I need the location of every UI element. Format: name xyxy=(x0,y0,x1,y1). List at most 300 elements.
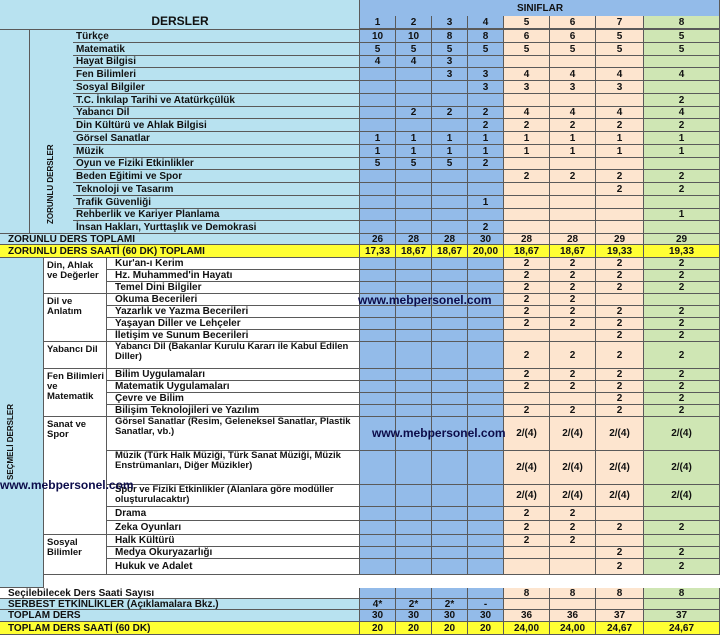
elective-value: 2 xyxy=(550,535,596,547)
elective-value xyxy=(504,330,550,342)
compulsory-value: 10 xyxy=(396,30,432,43)
compulsory-value xyxy=(360,209,396,221)
compulsory-course-name: Din Kültürü ve Ahlak Bilgisi xyxy=(73,119,360,132)
compulsory-value: 4 xyxy=(596,107,644,119)
elective-value: 2 xyxy=(644,559,720,575)
compulsory-value: 6 xyxy=(550,30,596,43)
total-hours-value: 20 xyxy=(360,622,396,635)
elective-value: 2 xyxy=(550,258,596,270)
compulsory-hours-value: 18,67 xyxy=(432,245,468,258)
compulsory-course-name: Sosyal Bilgiler xyxy=(73,81,360,94)
elective-value: 2 xyxy=(550,306,596,318)
elective-value: 2 xyxy=(644,547,720,559)
elective-value xyxy=(504,547,550,559)
total-value: 30 xyxy=(432,610,468,622)
elective-value: 2 xyxy=(504,535,550,547)
elective-value xyxy=(360,318,396,330)
elective-value: 2 xyxy=(644,270,720,282)
compulsory-value: 5 xyxy=(468,43,504,56)
elective-value xyxy=(550,393,596,405)
total-value: 36 xyxy=(550,610,596,622)
elective-value: 2 xyxy=(504,282,550,294)
compulsory-value: 1 xyxy=(596,145,644,158)
elective-value xyxy=(468,342,504,369)
elective-count-value: 8 xyxy=(644,588,720,599)
elective-value xyxy=(468,559,504,575)
compulsory-value xyxy=(644,158,720,170)
compulsory-value: 5 xyxy=(504,43,550,56)
compulsory-value xyxy=(504,221,550,234)
elective-value: 2/(4) xyxy=(644,451,720,485)
compulsory-value: 4 xyxy=(504,68,550,81)
compulsory-value xyxy=(396,68,432,81)
elective-value: 2 xyxy=(644,282,720,294)
elective-value xyxy=(644,535,720,547)
elective-value xyxy=(396,405,432,417)
compulsory-value: 1 xyxy=(468,132,504,145)
elective-value xyxy=(432,318,468,330)
compulsory-value: 3 xyxy=(432,68,468,81)
total-hours-value: 24,00 xyxy=(550,622,596,635)
elective-course-name: Halk Kültürü xyxy=(107,535,360,547)
compulsory-value: 1 xyxy=(504,132,550,145)
compulsory-value xyxy=(504,183,550,196)
compulsory-value: 2 xyxy=(550,119,596,132)
compulsory-value: 4 xyxy=(396,56,432,68)
header-siniflar: SINIFLAR xyxy=(516,3,564,14)
elective-value: 2 xyxy=(504,405,550,417)
compulsory-course-name: Fen Bilimleri xyxy=(73,68,360,81)
total-hours-label: TOPLAM DERS SAATİ (60 DK) xyxy=(0,622,360,635)
compulsory-hours-value: 19,33 xyxy=(644,245,720,258)
elective-value xyxy=(360,369,396,381)
compulsory-value: 1 xyxy=(360,145,396,158)
total-value: 30 xyxy=(360,610,396,622)
free-activities-value: 2* xyxy=(396,599,432,610)
compulsory-value: 2 xyxy=(468,107,504,119)
free-activities-label: SERBEST ETKİNLİKLER (Açıklamalara Bkz.) xyxy=(0,599,360,610)
elective-value: 2 xyxy=(644,342,720,369)
compulsory-value: 2 xyxy=(644,170,720,183)
compulsory-value xyxy=(550,94,596,107)
elective-value xyxy=(396,270,432,282)
elective-value xyxy=(396,521,432,535)
elective-value: 2 xyxy=(596,342,644,369)
compulsory-value xyxy=(550,209,596,221)
compulsory-value xyxy=(396,209,432,221)
elective-value: 2/(4) xyxy=(550,451,596,485)
compulsory-value: 5 xyxy=(644,43,720,56)
elective-value xyxy=(468,405,504,417)
compulsory-total-value: 28 xyxy=(396,234,432,245)
compulsory-value: 2 xyxy=(396,107,432,119)
free-activities-value xyxy=(550,599,596,610)
free-activities-value: 4* xyxy=(360,599,396,610)
compulsory-value xyxy=(550,158,596,170)
elective-value: 2 xyxy=(550,507,596,521)
elective-value xyxy=(468,270,504,282)
compulsory-value: 8 xyxy=(432,30,468,43)
elective-value xyxy=(468,451,504,485)
compulsory-value xyxy=(396,170,432,183)
compulsory-course-name: Trafik Güvenliği xyxy=(73,196,360,209)
total-hours-value: 24,00 xyxy=(504,622,550,635)
elective-value xyxy=(596,507,644,521)
compulsory-course-name: Müzik xyxy=(73,145,360,158)
elective-course-name: Drama xyxy=(107,507,360,521)
compulsory-value: 2 xyxy=(468,158,504,170)
elective-value xyxy=(360,521,396,535)
grade-8: 8 xyxy=(644,16,720,29)
compulsory-course-name: Görsel Sanatlar xyxy=(73,132,360,145)
elective-value: 2 xyxy=(596,559,644,575)
compulsory-value: 1 xyxy=(396,132,432,145)
elective-value: 2 xyxy=(504,306,550,318)
compulsory-value xyxy=(504,209,550,221)
compulsory-course-name: Yabancı Dil xyxy=(73,107,360,119)
elective-value xyxy=(432,535,468,547)
compulsory-value: 2 xyxy=(504,119,550,132)
elective-value xyxy=(432,342,468,369)
elective-value xyxy=(644,507,720,521)
compulsory-value xyxy=(644,196,720,209)
compulsory-value xyxy=(432,183,468,196)
elective-category: Din, Ahlak ve Değerler xyxy=(44,258,107,294)
compulsory-course-name: Beden Eğitimi ve Spor xyxy=(73,170,360,183)
elective-value: 2 xyxy=(596,393,644,405)
elective-value: 2 xyxy=(504,318,550,330)
compulsory-value xyxy=(360,107,396,119)
elective-value: 2 xyxy=(596,547,644,559)
compulsory-value: 4 xyxy=(596,68,644,81)
compulsory-value: 3 xyxy=(432,56,468,68)
free-activities-value xyxy=(596,599,644,610)
elective-course-name: Yabancı Dil (Bakanlar Kurulu Kararı ile Kabul Edilen Diller) xyxy=(107,342,360,369)
compulsory-value: 3 xyxy=(504,81,550,94)
elective-value xyxy=(644,294,720,306)
compulsory-total-value: 30 xyxy=(468,234,504,245)
elective-value xyxy=(396,369,432,381)
elective-value xyxy=(432,369,468,381)
elective-value xyxy=(360,405,396,417)
compulsory-course-name: Oyun ve Fiziki Etkinlikler xyxy=(73,158,360,170)
compulsory-value: 5 xyxy=(396,43,432,56)
elective-course-name: Bilişim Teknolojileri ve Yazılım xyxy=(107,405,360,417)
compulsory-hours-value: 19,33 xyxy=(596,245,644,258)
total-value: 37 xyxy=(644,610,720,622)
total-hours-value: 24,67 xyxy=(644,622,720,635)
compulsory-value: 5 xyxy=(596,43,644,56)
compulsory-value: 1 xyxy=(468,196,504,209)
elective-value: 2 xyxy=(644,521,720,535)
elective-value: 2 xyxy=(596,521,644,535)
header-dersler: DERSLER xyxy=(151,15,209,28)
elective-value xyxy=(396,330,432,342)
compulsory-value xyxy=(596,56,644,68)
compulsory-course-name: T.C. İnkılap Tarihi ve Atatürkçülük xyxy=(73,94,360,107)
elective-value xyxy=(468,547,504,559)
compulsory-value: 2 xyxy=(468,221,504,234)
elective-value xyxy=(432,485,468,507)
elective-value xyxy=(432,270,468,282)
elective-value xyxy=(550,330,596,342)
compulsory-total-label: ZORUNLU DERS TOPLAMI xyxy=(0,234,360,245)
compulsory-value xyxy=(596,221,644,234)
compulsory-course-name: Matematik xyxy=(73,43,360,56)
elective-value: 2/(4) xyxy=(644,485,720,507)
elective-value xyxy=(360,507,396,521)
elective-course-name: Müzik (Türk Halk Müziği, Türk Sanat Müziği, Müzik Enstrümanları, Diğer Müzikler) xyxy=(107,451,360,485)
elective-value xyxy=(468,330,504,342)
compulsory-hours-value: 18,67 xyxy=(396,245,432,258)
elective-value xyxy=(360,270,396,282)
elective-value xyxy=(360,330,396,342)
compulsory-value xyxy=(432,196,468,209)
compulsory-value: 1 xyxy=(468,145,504,158)
elective-value xyxy=(432,381,468,393)
compulsory-value: 5 xyxy=(360,158,396,170)
free-activities-value xyxy=(504,599,550,610)
elective-value: 2 xyxy=(550,381,596,393)
compulsory-value xyxy=(432,209,468,221)
compulsory-value: 5 xyxy=(360,43,396,56)
elective-value: 2/(4) xyxy=(550,485,596,507)
elective-value xyxy=(432,521,468,535)
elective-value xyxy=(432,559,468,575)
elective-value xyxy=(360,381,396,393)
compulsory-value xyxy=(432,81,468,94)
elective-value xyxy=(432,405,468,417)
compulsory-value: 2 xyxy=(644,119,720,132)
elective-value: 2/(4) xyxy=(596,417,644,451)
compulsory-course-name: Rehberlik ve Kariyer Planlama xyxy=(73,209,360,221)
compulsory-value xyxy=(596,158,644,170)
elective-value xyxy=(432,451,468,485)
compulsory-value: 3 xyxy=(596,81,644,94)
elective-value xyxy=(396,381,432,393)
elective-count-label: Seçilebilecek Ders Saati Sayısı xyxy=(0,588,360,599)
elective-value: 2/(4) xyxy=(504,417,550,451)
compulsory-value xyxy=(432,170,468,183)
compulsory-value xyxy=(360,68,396,81)
elective-value: 2 xyxy=(504,294,550,306)
compulsory-value: 5 xyxy=(396,158,432,170)
elective-course-name: Okuma Becerileri xyxy=(107,294,360,306)
total-value: 36 xyxy=(504,610,550,622)
elective-value xyxy=(432,393,468,405)
grade-7: 7 xyxy=(596,16,644,29)
elective-value: 2 xyxy=(596,270,644,282)
elective-value xyxy=(550,559,596,575)
elective-value xyxy=(360,258,396,270)
elective-value xyxy=(396,547,432,559)
elective-course-name: Hz. Muhammed'in Hayatı xyxy=(107,270,360,282)
elective-count-value: 8 xyxy=(550,588,596,599)
elective-course-name: İletişim ve Sunum Becerileri xyxy=(107,330,360,342)
compulsory-value: 4 xyxy=(550,68,596,81)
elective-course-name: Kur'an-ı Kerim xyxy=(107,258,360,270)
elective-value xyxy=(396,535,432,547)
grade-2: 2 xyxy=(396,16,432,29)
compulsory-total-value: 28 xyxy=(504,234,550,245)
compulsory-value xyxy=(396,94,432,107)
compulsory-value xyxy=(360,94,396,107)
compulsory-hours-label: ZORUNLU DERS SAATİ (60 DK) TOPLAMI xyxy=(0,245,360,258)
compulsory-value: 2 xyxy=(596,183,644,196)
elective-value: 2 xyxy=(596,318,644,330)
elective-value: 2 xyxy=(550,270,596,282)
elective-value xyxy=(432,507,468,521)
elective-value: 2 xyxy=(504,521,550,535)
elective-value xyxy=(360,485,396,507)
free-activities-value: - xyxy=(468,599,504,610)
compulsory-value xyxy=(396,81,432,94)
compulsory-value: 1 xyxy=(550,132,596,145)
compulsory-value: 2 xyxy=(644,183,720,196)
compulsory-value: 1 xyxy=(644,209,720,221)
elective-value xyxy=(504,393,550,405)
elective-value xyxy=(360,535,396,547)
compulsory-value xyxy=(644,56,720,68)
elective-value: 2 xyxy=(596,282,644,294)
compulsory-value: 1 xyxy=(644,132,720,145)
grade-5: 5 xyxy=(504,16,550,29)
elective-value xyxy=(468,369,504,381)
elective-category: Dil ve Anlatım xyxy=(44,294,107,342)
elective-value xyxy=(432,330,468,342)
elective-value xyxy=(396,342,432,369)
compulsory-value xyxy=(432,221,468,234)
watermark: www.mebpersonel.com xyxy=(358,293,492,307)
compulsory-value xyxy=(550,221,596,234)
elective-value xyxy=(360,547,396,559)
total-label: TOPLAM DERS xyxy=(0,610,360,622)
elective-value: 2 xyxy=(644,318,720,330)
elective-value: 2 xyxy=(596,306,644,318)
compulsory-value xyxy=(396,119,432,132)
elective-value: 2 xyxy=(644,306,720,318)
compulsory-value xyxy=(432,94,468,107)
compulsory-value xyxy=(468,183,504,196)
elective-value: 2 xyxy=(596,330,644,342)
elective-value xyxy=(432,547,468,559)
compulsory-value: 5 xyxy=(432,43,468,56)
compulsory-value: 2 xyxy=(468,119,504,132)
free-activities-value xyxy=(644,599,720,610)
compulsory-value: 1 xyxy=(360,132,396,145)
compulsory-side-column xyxy=(0,30,30,234)
elective-value: 2/(4) xyxy=(644,417,720,451)
elective-value xyxy=(396,507,432,521)
elective-value xyxy=(468,521,504,535)
elective-course-name: Spor ve Fiziki Etkinlikler (Alanlara göre modüller oluşturulacaktır) xyxy=(107,485,360,507)
elective-category: Sanat ve Spor xyxy=(44,417,107,535)
grade-4: 4 xyxy=(468,16,504,29)
compulsory-course-name: Hayat Bilgisi xyxy=(73,56,360,68)
total-value: 30 xyxy=(396,610,432,622)
elective-value xyxy=(468,318,504,330)
compulsory-value: 1 xyxy=(644,145,720,158)
elective-value xyxy=(396,559,432,575)
compulsory-value xyxy=(432,119,468,132)
compulsory-value xyxy=(468,94,504,107)
elective-value: 2 xyxy=(550,521,596,535)
compulsory-value: 5 xyxy=(596,30,644,43)
grade-6: 6 xyxy=(550,16,596,29)
elective-value xyxy=(596,535,644,547)
compulsory-value xyxy=(360,170,396,183)
elective-value: 2 xyxy=(504,381,550,393)
compulsory-hours-value: 20,00 xyxy=(468,245,504,258)
elective-value: 2 xyxy=(644,405,720,417)
elective-side-text: SEÇMELİ DERSLER xyxy=(6,403,15,480)
compulsory-value xyxy=(504,56,550,68)
elective-course-name: Temel Dini Bilgiler xyxy=(107,282,360,294)
elective-category: Fen Bilimleri ve Matematik xyxy=(44,369,107,417)
elective-value: 2/(4) xyxy=(550,417,596,451)
elective-value: 2 xyxy=(550,342,596,369)
total-value: 37 xyxy=(596,610,644,622)
elective-value: 2 xyxy=(644,369,720,381)
compulsory-value xyxy=(468,209,504,221)
compulsory-value xyxy=(360,81,396,94)
elective-course-name: Yazarlık ve Yazma Becerileri xyxy=(107,306,360,318)
compulsory-value: 10 xyxy=(360,30,396,43)
elective-value: 2 xyxy=(504,342,550,369)
compulsory-value: 4 xyxy=(360,56,396,68)
elective-value: 2/(4) xyxy=(504,485,550,507)
elective-value: 2 xyxy=(644,381,720,393)
compulsory-value: 8 xyxy=(468,30,504,43)
elective-value xyxy=(468,507,504,521)
elective-value: 2 xyxy=(550,282,596,294)
compulsory-value: 1 xyxy=(432,132,468,145)
elective-course-name: Çevre ve Bilim xyxy=(107,393,360,405)
compulsory-value xyxy=(504,94,550,107)
elective-value xyxy=(396,485,432,507)
compulsory-value xyxy=(360,183,396,196)
compulsory-course-name: İnsan Hakları, Yurttaşlık ve Demokrasi xyxy=(73,221,360,234)
compulsory-value: 1 xyxy=(596,132,644,145)
elective-value: 2 xyxy=(596,258,644,270)
total-hours-value: 20 xyxy=(432,622,468,635)
compulsory-value: 3 xyxy=(468,81,504,94)
compulsory-value xyxy=(468,170,504,183)
compulsory-course-name: Türkçe xyxy=(73,30,360,43)
compulsory-value xyxy=(550,196,596,209)
elective-value: 2 xyxy=(504,270,550,282)
elective-value xyxy=(468,485,504,507)
total-hours-value: 24,67 xyxy=(596,622,644,635)
elective-count-value xyxy=(360,588,396,599)
elective-count-value xyxy=(468,588,504,599)
elective-value: 2 xyxy=(644,330,720,342)
compulsory-total-value: 28 xyxy=(432,234,468,245)
total-value: 30 xyxy=(468,610,504,622)
compulsory-value: 5 xyxy=(432,158,468,170)
compulsory-value xyxy=(468,56,504,68)
compulsory-value xyxy=(360,119,396,132)
elective-category: Yabancı Dil xyxy=(44,342,107,369)
elective-value xyxy=(396,258,432,270)
compulsory-value: 4 xyxy=(504,107,550,119)
compulsory-hours-value: 18,67 xyxy=(504,245,550,258)
elective-course-name: Görsel Sanatlar (Resim, Geleneksel Sanatlar, Plastik Sanatlar, vb.) xyxy=(107,417,360,451)
compulsory-value: 1 xyxy=(396,145,432,158)
elective-value xyxy=(396,318,432,330)
elective-count-value: 8 xyxy=(596,588,644,599)
compulsory-value: 4 xyxy=(644,107,720,119)
